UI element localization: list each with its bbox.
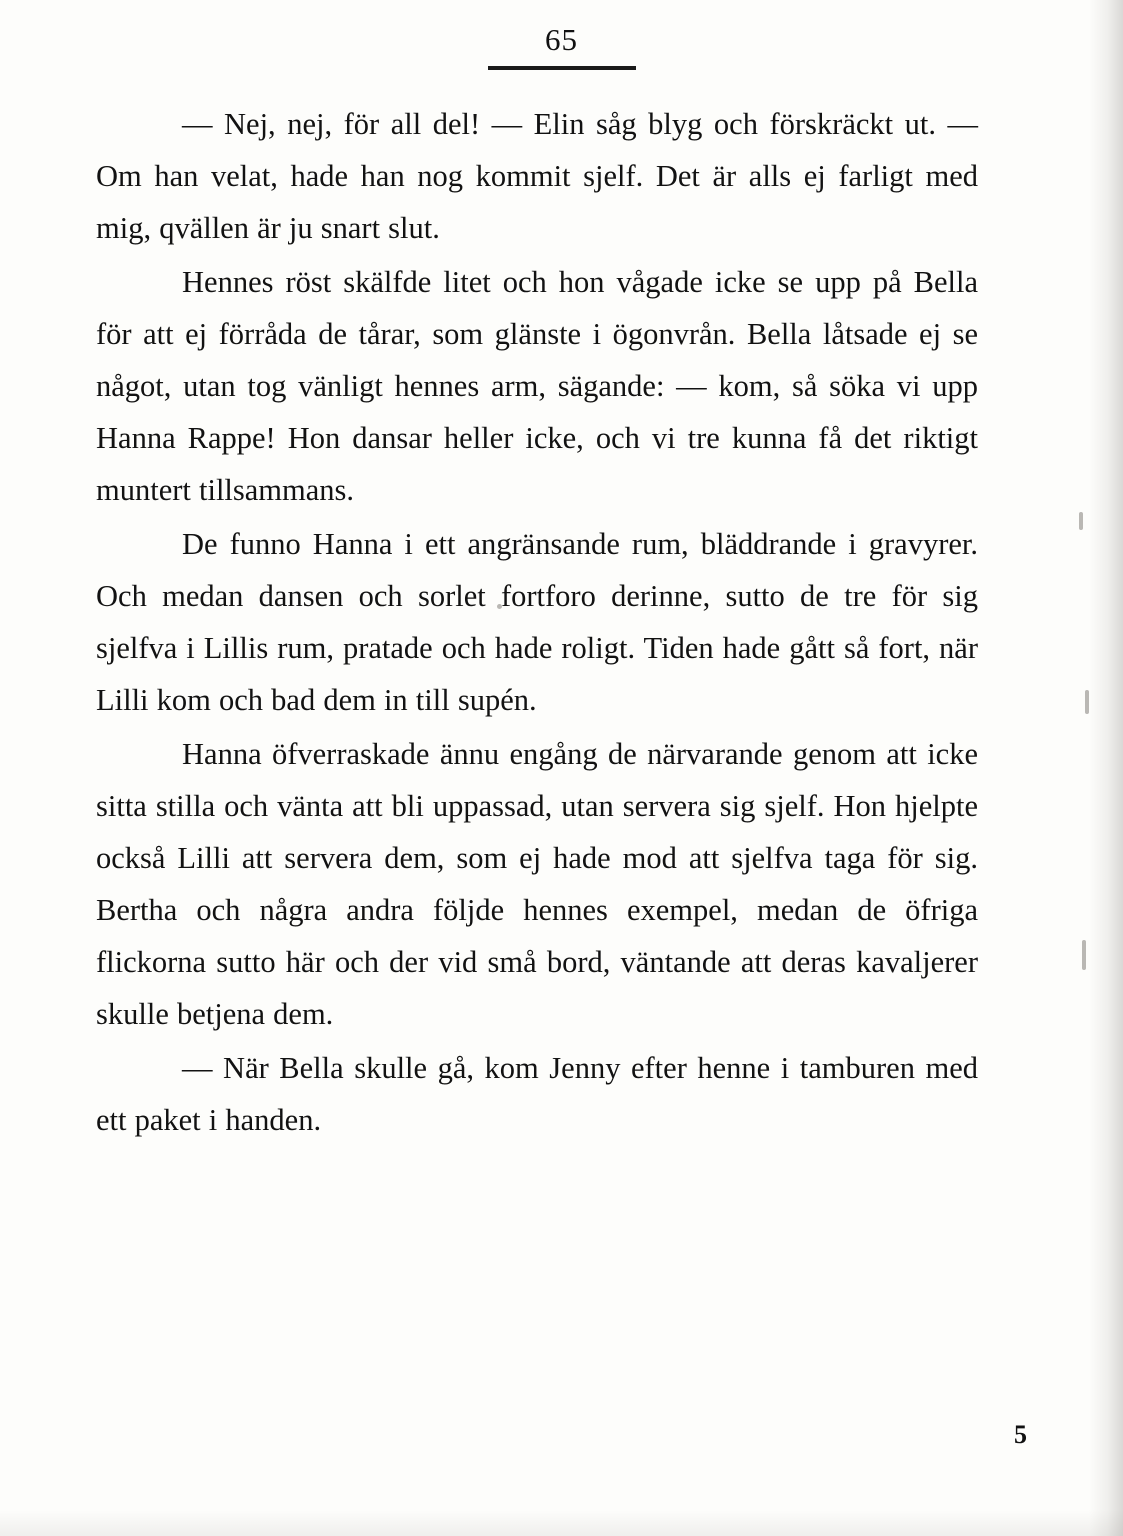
paragraph: De funno Hanna i ett angränsande rum, bläddrande i gravyrer. Och medan dansen och sorlet fortforo derinne, sutto de tre för sig sjelfva i Lillis rum, pratade och hade roligt. Tiden hade gått så fort, när Lilli kom och bad dem in till supén. <box>96 527 978 717</box>
page-number-header: 65 <box>545 22 578 57</box>
scan-speck <box>1079 512 1083 530</box>
signature-mark: 5 <box>1014 1420 1027 1449</box>
paragraph: Hennes röst skälfde litet och hon vågade icke se upp på Bella för att ej förråda de tårar, som glänste i ögonvrån. Bella låtsade ej se något, utan tog vänligt hennes arm, sägande: — kom, så söka vi upp Hanna Rappe! Hon dansar heller icke, och vi tre kunna få det riktigt muntert tillsammans. <box>96 265 978 507</box>
scan-speck <box>1082 940 1086 970</box>
header-rule <box>488 66 636 70</box>
paragraph: — När Bella skulle gå, kom Jenny efter henne i tamburen med ett paket i handen. <box>96 1051 978 1137</box>
scan-edge-shadow <box>0 1510 1123 1536</box>
paragraph: — Nej, nej, för all del! — Elin såg blyg och förskräckt ut. — Om han velat, hade han nog kommit sjelf. Det är alls ej farligt med mig, qvällen är ju snart slut. <box>96 107 978 245</box>
paragraph: Hanna öfverraskade ännu engång de närvarande genom att icke sitta stilla och vänta att bli uppassad, utan servera sig sjelf. Hon hjelpte också Lilli att servera dem, som ej hade mod att sjelfva taga för sig. Bertha och några andra följde hennes exempel, medan de öfriga flickorna sutto här och der vid små bord, väntande att deras kavaljerer skulle betjena dem. <box>96 737 978 1031</box>
page-body <box>96 98 978 1146</box>
scan-speck <box>1085 690 1089 714</box>
scan-edge-shadow <box>1089 0 1123 1536</box>
